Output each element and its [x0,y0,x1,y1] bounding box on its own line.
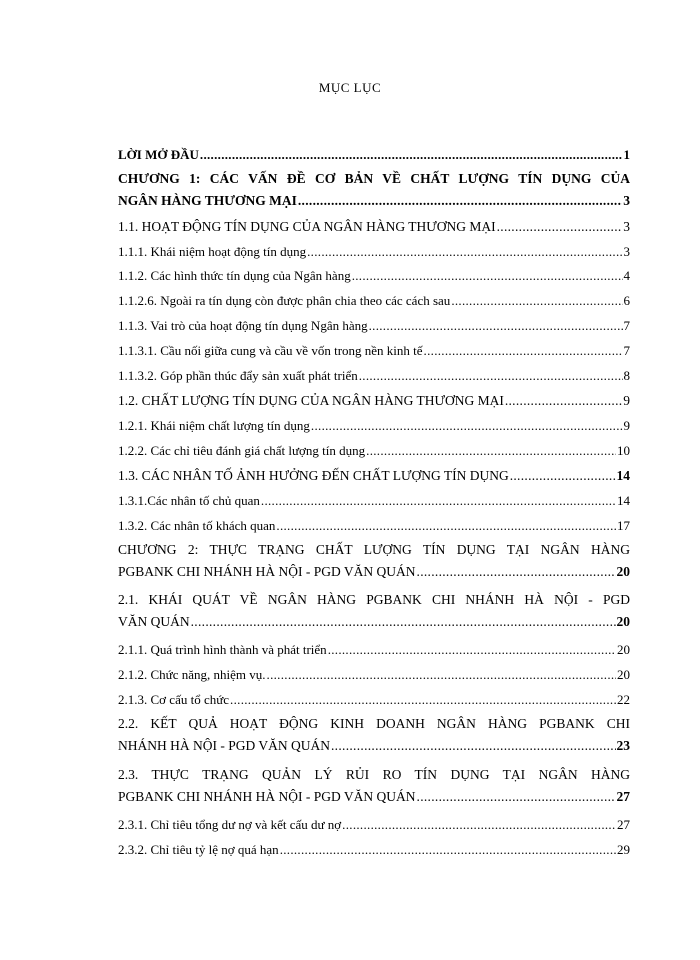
toc-entry-preface[interactable] [118,144,630,166]
toc-entry-page: 3 [623,219,630,234]
toc-entry-text: 1.2. CHẤT LƯỢNG TÍN DỤNG CỦA NGÂN HÀNG THƯƠNG MẠI [118,393,504,408]
toc-entry-page: 14 [617,493,630,508]
toc-entry-2-3-2[interactable] [118,839,630,861]
toc-entry-1-1-3[interactable] [118,315,630,337]
toc-entry-text: 2.1.1. Quá trình hình thành và phát triển [118,642,327,657]
toc-entry-text: 1.2.2. Các chỉ tiêu đánh giá chất lượng tín dụng [118,443,366,458]
toc-entry-text: 1.3. CÁC NHÂN TỐ ẢNH HƯỞNG ĐẾN CHẤT LƯỢNG TÍN DỤNG [118,468,509,483]
toc-entry-page: 20 [617,642,630,657]
toc-entry-text: PGBANK CHI NHÁNH HÀ NỘI - PGD VĂN QUÁN [118,564,416,579]
toc-entry-page: 14 [616,468,630,483]
toc-entry-2-3[interactable] [118,764,630,808]
toc-entry-text: 2.3.1. Chỉ tiêu tổng dư nợ và kết cấu dư nợ [118,817,342,832]
toc-entry-2-1-3[interactable] [118,689,630,711]
toc-entry-2-3-1[interactable] [118,814,630,836]
toc-entry-text: 2.1.3. Cơ cấu tổ chức [118,692,230,707]
toc-entry-text: PGBANK CHI NHÁNH HÀ NỘI - PGD VĂN QUÁN [118,789,416,804]
toc-entry-page: 6 [623,293,630,308]
toc-entry-page: 17 [617,518,630,533]
toc-entry-page: 9 [623,418,630,433]
toc-entry-page: 22 [617,692,630,707]
toc-entry-page: 20 [616,614,630,629]
toc-entry-1-1-2[interactable] [118,265,630,287]
toc-entry-text: 1.1.3.1. Cầu nối giữa cung và cầu về vốn trong nền kinh tế [118,343,423,358]
toc-entry-text-line1: 2.3. THỰC TRẠNG QUẢN LÝ RỦI RO TÍN DỤNG TẠI NGÂN HÀNG [118,767,630,782]
toc-entry-2-1-1[interactable] [118,639,630,661]
toc-entry-1-1[interactable] [118,216,630,238]
toc-entry-1-2[interactable] [118,390,630,412]
toc-entry-text: 1.1.2.6. Ngoài ra tín dụng còn được phân chia theo các cách sau [118,293,451,308]
toc-entry-text: NGÂN HÀNG THƯƠNG MẠI [118,193,297,208]
toc-entry-text: 1.3.1.Các nhân tố chủ quan [118,493,260,508]
toc-entry-chapter-1[interactable] [118,168,630,212]
toc-entry-text: 2.3.2. Chỉ tiêu tỷ lệ nợ quá hạn [118,842,279,857]
toc-entry-page: 4 [623,268,630,283]
toc-entry-text: 1.1.3.2. Góp phần thúc đẩy sản xuất phát triển [118,368,358,383]
toc-entry-1-1-2-6[interactable] [118,290,630,312]
toc-entry-text-line1: 2.1. KHÁI QUÁT VỀ NGÂN HÀNG PGBANK CHI NHÁNH HÀ NỘI - PGD [118,592,630,607]
toc-entry-text: 1.1.1. Khái niệm hoạt động tín dụng [118,244,307,259]
toc-entry-text: NHÁNH HÀ NỘI - PGD VĂN QUÁN [118,738,330,753]
toc-entry-text-line1: 2.2. KẾT QUẢ HOẠT ĐỘNG KINH DOANH NGÂN HÀNG PGBANK CHI [118,716,630,731]
toc-entry-2-1-2[interactable] [118,664,630,686]
toc-entry-page: 9 [623,393,630,408]
toc-entry-1-3-1[interactable] [118,490,630,512]
toc-entry-page: 7 [623,318,630,333]
toc-entry-text: 1.2.1. Khái niệm chất lượng tín dụng [118,418,310,433]
toc-entry-page: 29 [617,842,630,857]
toc-entry-page: 3 [623,244,630,259]
toc-entry-text: LỜI MỞ ĐẦU [118,147,199,162]
toc-entry-page: 20 [617,667,630,682]
toc-entry-chapter-2[interactable] [118,539,630,583]
toc-entry-page: 27 [617,817,630,832]
toc-entry-page: 8 [623,368,630,383]
toc-entry-text-line1: CHƯƠNG 1: CÁC VẤN ĐỀ CƠ BẢN VỀ CHẤT LƯỢNG TÍN DỤNG CỦA [118,171,630,186]
toc-entry-1-3-2[interactable] [118,515,630,537]
toc-entry-page: 1 [623,147,630,162]
toc-entry-text: 1.3.2. Các nhân tố khách quan [118,518,276,533]
toc-entry-2-2[interactable] [118,713,630,757]
toc-entry-text: VĂN QUÁN [118,614,190,629]
toc-entry-1-1-3-2[interactable] [118,365,630,387]
toc-entry-page: 27 [616,789,630,804]
toc-entry-1-2-2[interactable] [118,440,630,462]
toc-entry-1-1-1[interactable] [118,241,630,263]
toc-entry-1-3[interactable] [118,465,630,487]
toc-entry-text: 1.1.2. Các hình thức tín dụng của Ngân hàng [118,268,351,283]
page-title: MỤC LỤC [318,80,382,95]
toc-entry-1-2-1[interactable] [118,415,630,437]
toc-entry-page: 20 [616,564,630,579]
toc-entry-text: 1.1. HOẠT ĐỘNG TÍN DỤNG CỦA NGÂN HÀNG THƯƠNG MẠI [118,219,496,234]
toc-entry-page: 10 [617,443,630,458]
toc-entry-page: 23 [616,738,630,753]
toc-entry-text: 1.1.3. Vai trò của hoạt động tín dụng Ngân hàng [118,318,368,333]
toc-entry-text: 2.1.2. Chức năng, nhiệm vụ. [118,667,266,682]
toc-entry-1-1-3-1[interactable] [118,340,630,362]
toc-entry-page: 3 [623,193,630,208]
toc-entry-page: 7 [623,343,630,358]
toc-entry-text-line1: CHƯƠNG 2: THỰC TRẠNG CHẤT LƯỢNG TÍN DỤNG TẠI NGÂN HÀNG [118,542,630,557]
toc-entry-2-1[interactable] [118,589,630,633]
